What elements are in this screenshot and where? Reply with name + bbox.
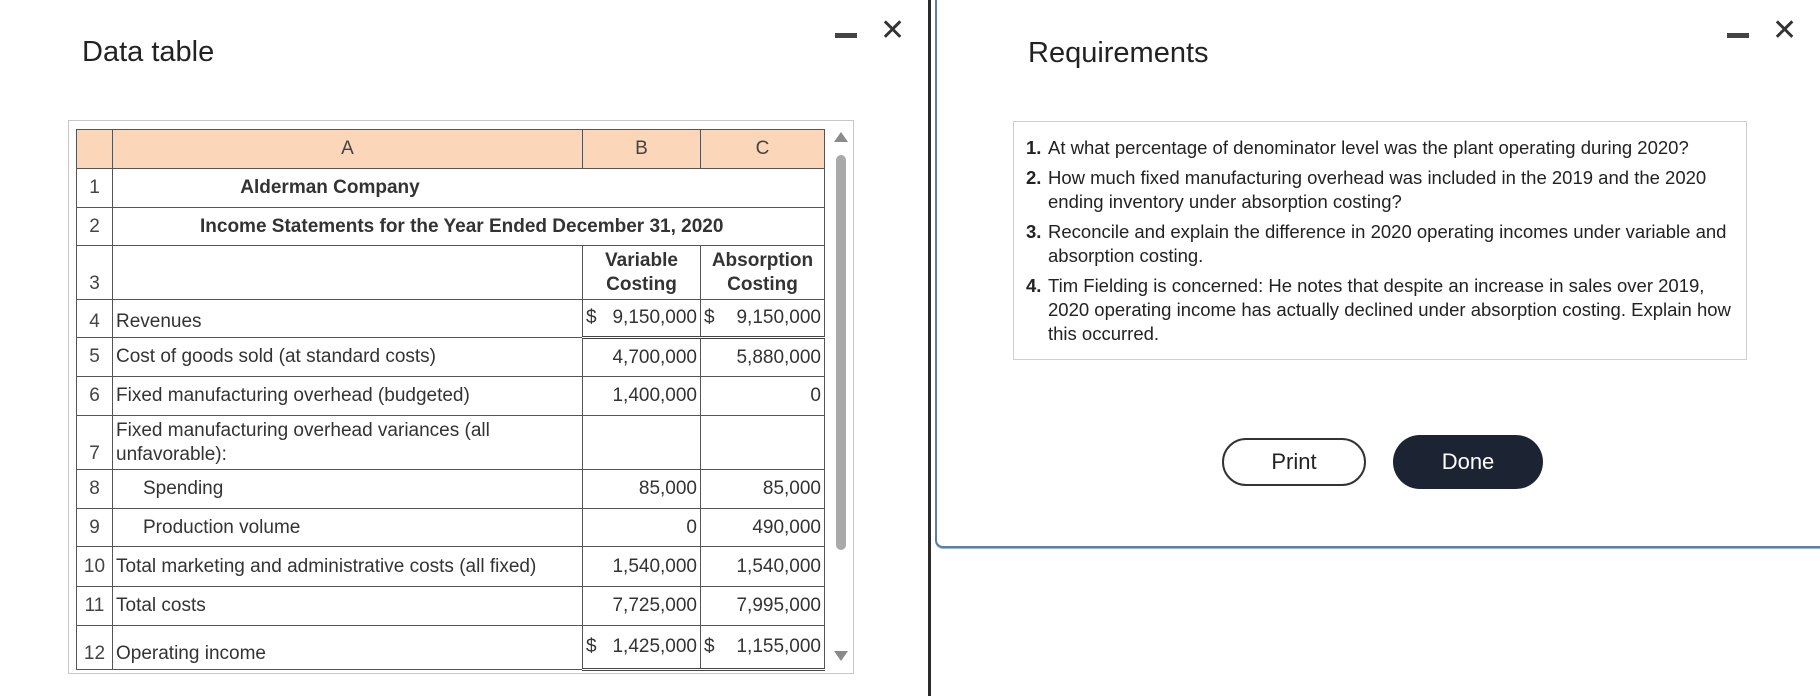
cell-value: 9,150,000	[736, 307, 821, 328]
table-row	[77, 208, 825, 246]
list-item	[1026, 166, 1734, 214]
table-row	[77, 246, 825, 300]
dialog-title: Requirements	[1028, 37, 1209, 69]
table-row	[77, 547, 825, 587]
cell-value	[701, 416, 825, 470]
company-name: Alderman Company	[113, 169, 825, 208]
column-header-a: A	[113, 130, 583, 169]
table-row	[77, 377, 825, 416]
income-statement-table	[76, 129, 825, 671]
requirement-number: 1.	[1026, 137, 1042, 158]
dialog-title: Data table	[82, 36, 215, 68]
cell-value: 7,725,000	[583, 587, 701, 626]
column-header-c: C	[701, 130, 825, 169]
header-line: Costing	[606, 273, 677, 295]
row-number: 4	[77, 300, 113, 338]
row-number: 6	[77, 377, 113, 416]
statement-title: Income Statements for the Year Ended December 31, 2020	[113, 208, 825, 246]
requirements-list-box	[1013, 121, 1747, 360]
table-row	[77, 300, 825, 338]
table-row	[77, 338, 825, 377]
row-number: 8	[77, 470, 113, 509]
close-button[interactable]: ✕	[880, 14, 906, 47]
window-divider	[928, 0, 931, 696]
row-label: Operating income	[113, 626, 583, 670]
table-cell	[583, 626, 701, 670]
absorption-costing-header	[701, 246, 825, 300]
scrollbar-thumb[interactable]	[836, 155, 846, 550]
cell-value: 1,425,000	[612, 636, 697, 657]
row-label: Fixed manufacturing overhead (budgeted)	[113, 377, 583, 416]
cell-value: 490,000	[701, 509, 825, 547]
row-number: 7	[77, 416, 113, 470]
requirement-number: 3.	[1026, 221, 1042, 242]
close-button[interactable]: ✕	[1772, 14, 1798, 47]
scroll-up-arrow-icon[interactable]	[834, 132, 848, 142]
table-row	[77, 587, 825, 626]
list-item	[1026, 274, 1734, 346]
row-label: Cost of goods sold (at standard costs)	[113, 338, 583, 377]
cell-value: 1,540,000	[583, 547, 701, 587]
row-number: 10	[77, 547, 113, 587]
cell-value: 0	[701, 377, 825, 416]
row-number: 1	[77, 169, 113, 208]
cell-value: 5,880,000	[701, 338, 825, 377]
cell-value: 1,400,000	[583, 377, 701, 416]
list-item	[1026, 220, 1734, 268]
cell-value: 7,995,000	[701, 587, 825, 626]
currency-symbol: $	[704, 636, 715, 657]
list-item	[1026, 136, 1734, 160]
row-number: 5	[77, 338, 113, 377]
row-number: 3	[77, 246, 113, 300]
table-cell	[701, 626, 825, 670]
cell-value	[583, 416, 701, 470]
currency-symbol: $	[704, 307, 715, 328]
requirement-text: How much fixed manufacturing overhead was included in the 2019 and the 2020 ending inventory under absorption costing?	[1048, 167, 1707, 212]
done-button[interactable]: Done	[1393, 435, 1543, 489]
table-cell	[701, 300, 825, 338]
table-row	[77, 470, 825, 509]
table-row	[77, 509, 825, 547]
cell-value: 85,000	[583, 470, 701, 509]
currency-symbol: $	[586, 307, 597, 328]
requirement-text: Tim Fielding is concerned: He notes that despite an increase in sales over 2019, 2020 operating income has actually declined under absorption costing. Explain how this occurred.	[1048, 275, 1731, 344]
row-label: Total costs	[113, 587, 583, 626]
header-line: Variable	[605, 249, 678, 271]
table-cell	[113, 246, 583, 300]
requirement-text: Reconcile and explain the difference in 2020 operating incomes under variable and absorption costing.	[1048, 221, 1727, 266]
cell-value: 9,150,000	[612, 307, 697, 328]
cell-value: 1,155,000	[736, 636, 821, 657]
requirements-list	[1026, 136, 1734, 346]
cell-value: 4,700,000	[583, 338, 701, 377]
print-button[interactable]: Print	[1222, 438, 1366, 486]
table-cell	[583, 300, 701, 338]
column-header-b: B	[583, 130, 701, 169]
table-row	[77, 416, 825, 470]
scroll-down-arrow-icon[interactable]	[834, 651, 848, 661]
row-label: Total marketing and administrative costs (all fixed)	[113, 547, 583, 587]
header-line: Costing	[727, 273, 798, 295]
row-number: 9	[77, 509, 113, 547]
requirement-text: At what percentage of denominator level was the plant operating during 2020?	[1048, 137, 1689, 158]
row-number: 12	[77, 626, 113, 670]
cell-value: 85,000	[701, 470, 825, 509]
row-label: Revenues	[113, 300, 583, 338]
table-row	[77, 169, 825, 208]
requirement-number: 2.	[1026, 167, 1042, 188]
row-number: 11	[77, 587, 113, 626]
row-label: Spending	[113, 470, 583, 509]
row-label: Fixed manufacturing overhead variances (all unfavorable):	[113, 416, 583, 470]
cell-value: 1,540,000	[701, 547, 825, 587]
requirement-number: 4.	[1026, 275, 1042, 296]
minimize-button[interactable]	[1727, 33, 1749, 38]
table-row	[77, 626, 825, 670]
row-number: 2	[77, 208, 113, 246]
column-header-row	[77, 130, 825, 169]
corner-cell	[77, 130, 113, 169]
variable-costing-header	[583, 246, 701, 300]
minimize-button[interactable]	[835, 33, 857, 38]
cell-value: 0	[583, 509, 701, 547]
currency-symbol: $	[586, 636, 597, 657]
header-line: Absorption	[711, 249, 814, 271]
row-label: Production volume	[113, 509, 583, 547]
